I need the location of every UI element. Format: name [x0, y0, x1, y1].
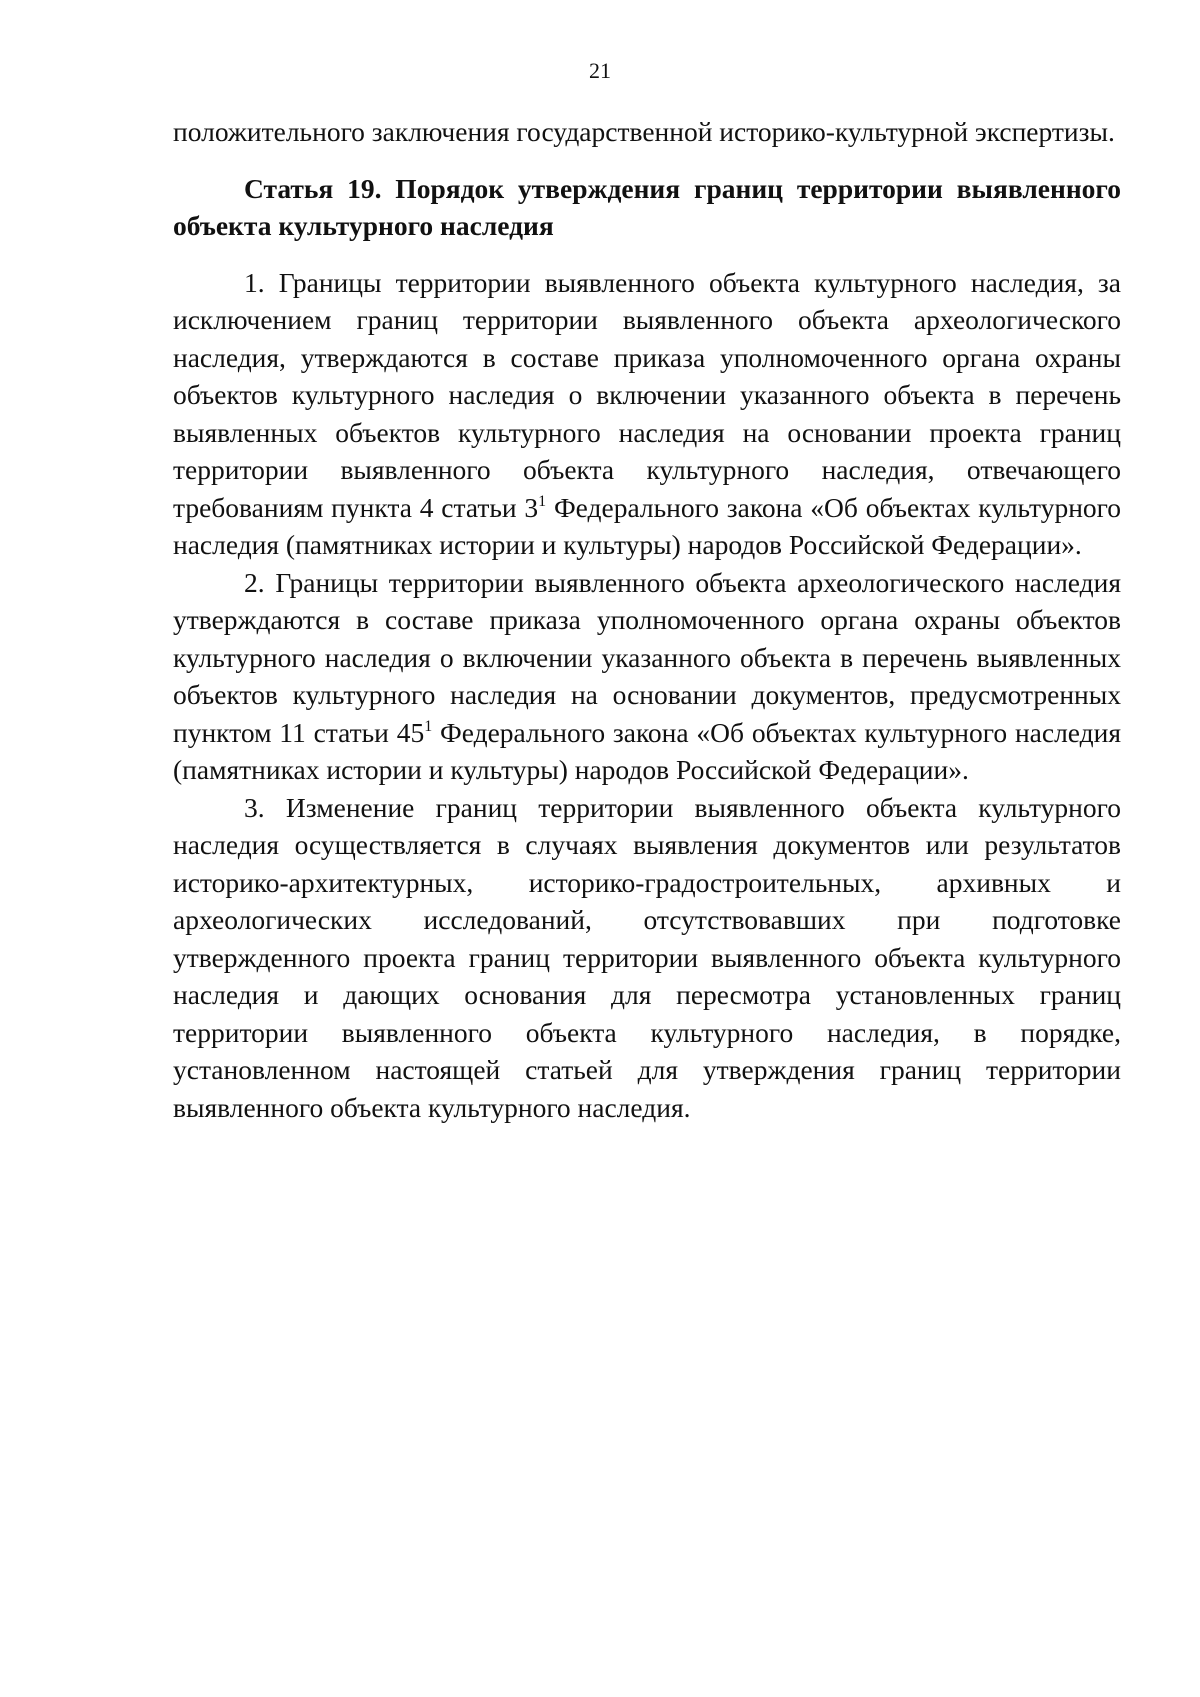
- paragraph-2-text-start: 2. Границы территории выявленного объекта археологического наследия утверждаются в составе приказа уполномоченного органа охраны объектов культурного наследия о включении указанного объекта в перечень выявленных объектов культурного наследия на основании документов, предусмотренных пунктом 11 статьи 45: [173, 566, 1121, 748]
- article-paragraph-1: [173, 264, 1121, 564]
- article-paragraph-3: 3. Изменение границ территории выявленного объекта культурного наследия осуществляется в случаях выявления документов или результатов историко-архитектурных, историко-градостроительных, архивных и археологических исследований, отсутствовавших при подготовке утвержденного проекта границ территории выявленного объекта культурного наследия и дающих основания для пересмотра установленных границ территории выявленного объекта культурного наследия, в порядке, установленном настоящей статьей для утверждения границ территории выявленного объекта культурного наследия.: [173, 791, 1121, 1123]
- paragraph-2-text-end: Федерального закона «Об объектах культурного наследия (памятниках истории и культуры) народов Российской Федерации».: [173, 716, 1121, 785]
- page-number: 21: [589, 58, 611, 83]
- paragraph-1-text-start: 1. Границы территории выявленного объекта культурного наследия, за исключением границ территории выявленного объекта археологического наследия, утверждаются в составе приказа уполномоченного органа охраны объектов культурного наследия о включении указанного объекта в перечень выявленных объектов культурного наследия на основании проекта границ территории выявленного объекта культурного наследия, отвечающего требованиям пункта 4 статьи 3: [173, 266, 1121, 523]
- paragraph-2-superscript: 1: [424, 717, 433, 735]
- article-paragraph-2: [173, 564, 1121, 789]
- article-heading: Статья 19. Порядок утверждения границ территории выявленного объекта культурного наследия: [173, 172, 1121, 241]
- continuation-paragraph: положительного заключения государственной историко-культурной экспертизы.: [173, 116, 1115, 147]
- document-body: [173, 113, 1121, 1126]
- paragraph-1-superscript: 1: [538, 492, 547, 510]
- paragraph-1-text-end: Федерального закона «Об объектах культурного наследия (памятниках истории и культуры) народов Российской Федерации».: [173, 491, 1122, 560]
